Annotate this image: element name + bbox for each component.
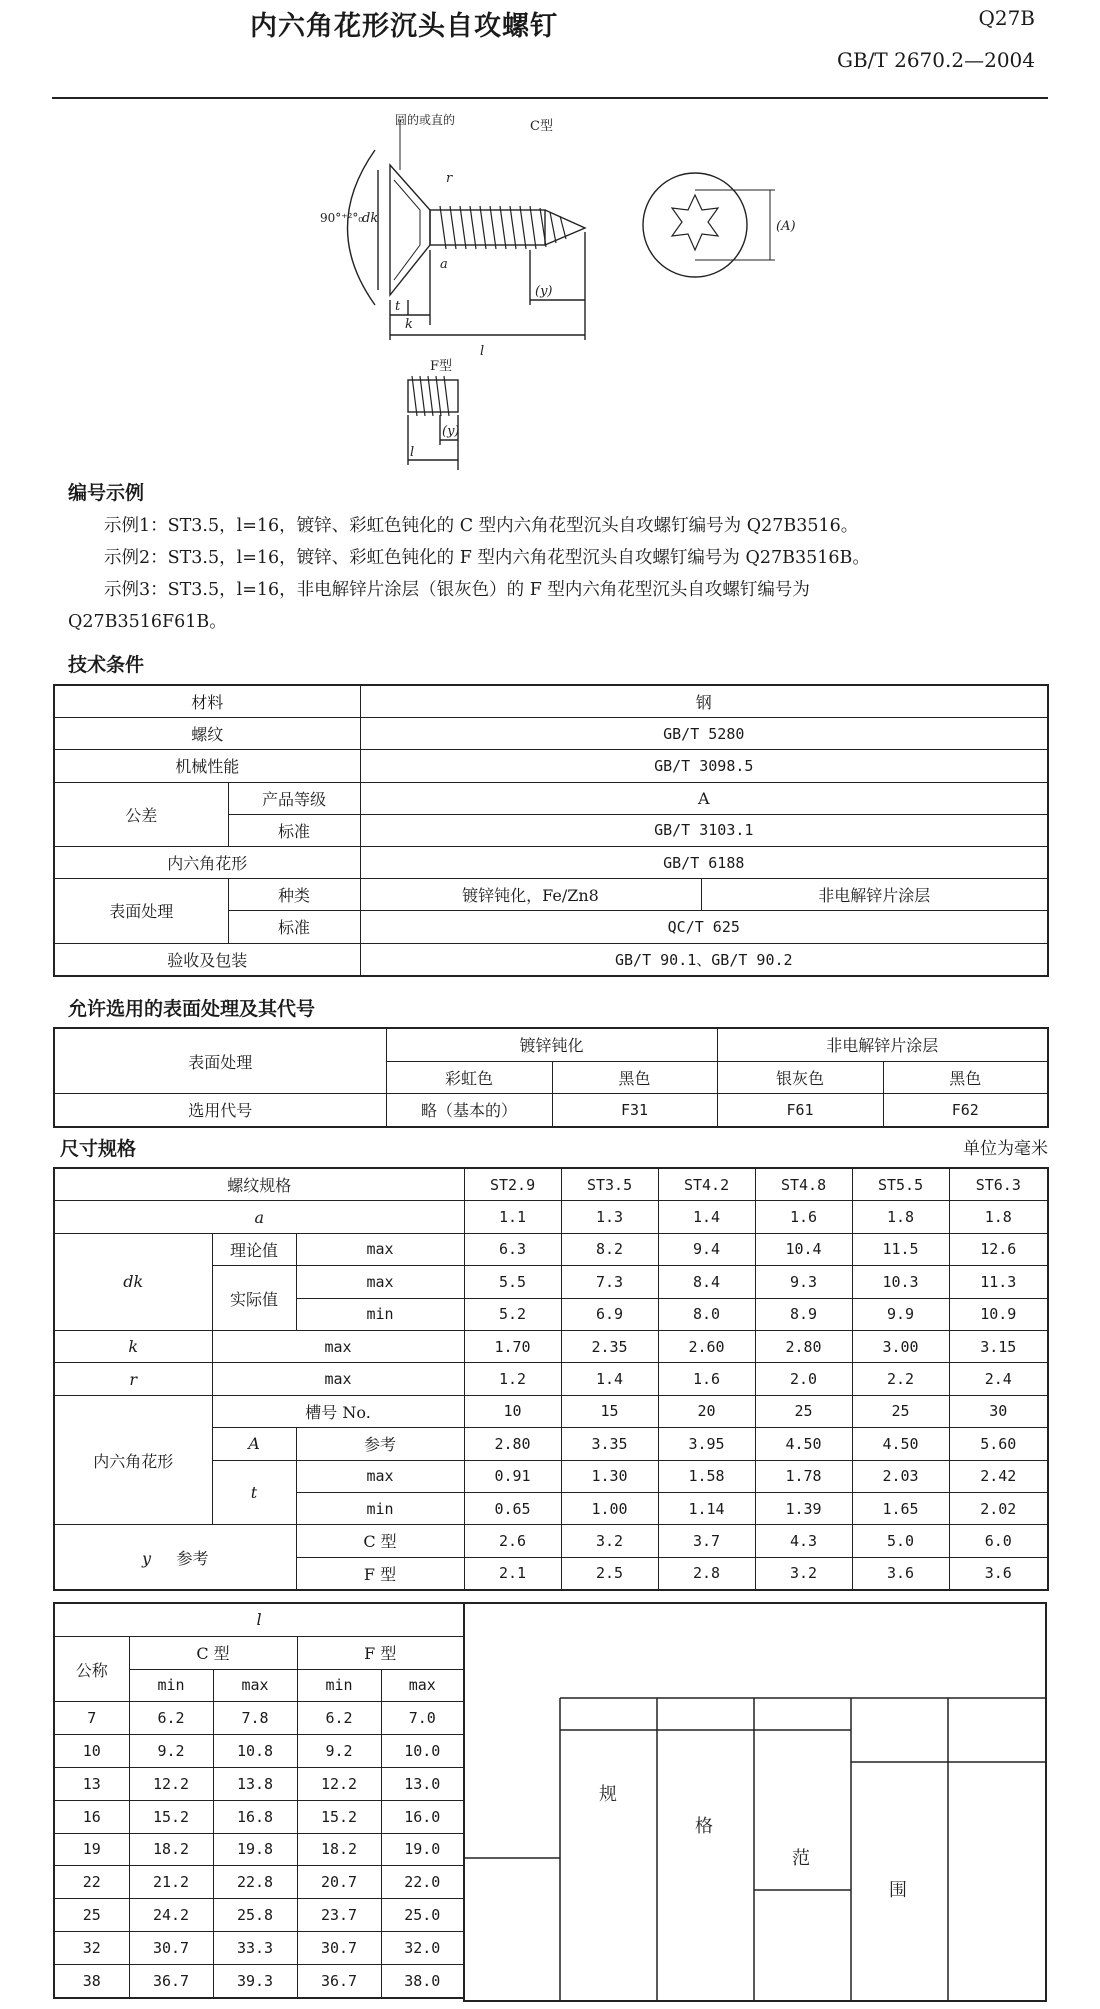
cell: max — [212, 1330, 464, 1362]
cell: 3.6 — [852, 1557, 949, 1590]
cell: 0.91 — [464, 1460, 561, 1492]
cell: 3.35 — [561, 1428, 658, 1460]
cell: 20 — [658, 1395, 755, 1427]
cell: 1.14 — [658, 1492, 755, 1524]
table-row — [54, 1525, 1048, 1557]
cell: max — [296, 1460, 464, 1492]
cell: 实际值 — [212, 1266, 296, 1331]
cell: 13 — [54, 1767, 129, 1800]
cell: 12.2 — [297, 1767, 381, 1800]
table-row — [54, 1094, 1048, 1127]
cell: 10.4 — [755, 1233, 852, 1265]
cell: A — [360, 782, 1048, 814]
label-f-type: F型 — [430, 359, 453, 374]
cell: 1.8 — [852, 1201, 949, 1233]
cell: 9.2 — [129, 1735, 213, 1768]
cell: 1.8 — [949, 1201, 1048, 1233]
cell: max — [296, 1266, 464, 1298]
cell: 5.0 — [852, 1525, 949, 1557]
cell: C 型 — [129, 1636, 297, 1669]
cell: 5.60 — [949, 1428, 1048, 1460]
cell: 16.8 — [213, 1800, 297, 1833]
range-grid — [463, 1602, 1047, 2002]
cell: min — [129, 1669, 213, 1702]
cell: 黑色 — [552, 1061, 717, 1094]
label-l: l — [480, 344, 485, 359]
cell: 2.6 — [464, 1525, 561, 1557]
y-ref: 参考 — [176, 1548, 209, 1568]
table-row — [54, 1233, 1048, 1265]
cell: 1.39 — [755, 1492, 852, 1524]
unit-note: 单位为毫米 — [963, 1139, 1048, 1159]
cell: 4.50 — [755, 1428, 852, 1460]
table-row — [54, 1168, 1048, 1201]
cell: max — [296, 1233, 464, 1265]
cell: 8.4 — [658, 1266, 755, 1298]
cell: 6.3 — [464, 1233, 561, 1265]
cell: 36.7 — [129, 1964, 213, 1997]
cell: 7.8 — [213, 1702, 297, 1735]
end-view-circle — [643, 173, 747, 277]
standard-number: GB/T 2670.2—2004 — [837, 48, 1035, 72]
cell: 15.2 — [129, 1800, 213, 1833]
cell: F62 — [883, 1094, 1048, 1127]
table-row — [54, 1395, 1048, 1427]
cell: dk — [54, 1233, 212, 1330]
cell: QC/T 625 — [360, 911, 1048, 943]
table-row — [54, 1800, 464, 1833]
cell: t — [212, 1460, 296, 1525]
cell: 2.4 — [949, 1363, 1048, 1395]
range-char-1: 规 — [599, 1784, 617, 1805]
cell: 25.8 — [213, 1899, 297, 1932]
cell: 22 — [54, 1866, 129, 1899]
cell: 39.3 — [213, 1964, 297, 1997]
cell: 19.8 — [213, 1833, 297, 1866]
cell: 3.6 — [949, 1557, 1048, 1590]
table-row — [54, 879, 1048, 911]
cell: 选用代号 — [54, 1094, 386, 1127]
table-row — [54, 1028, 1048, 1061]
table-row — [54, 685, 1048, 718]
cell: 彩虹色 — [386, 1061, 552, 1094]
cell: 3.00 — [852, 1330, 949, 1362]
cell: 1.30 — [561, 1460, 658, 1492]
screw-shank — [430, 210, 545, 245]
cell: a — [54, 1201, 464, 1233]
label-y-f: (y) — [442, 424, 460, 439]
tech-heading: 技术条件 — [68, 654, 145, 676]
cell: 非电解锌片涂层 — [701, 879, 1048, 911]
example-3-cont: Q27B3516F61B。 — [68, 612, 227, 632]
cell: 16.0 — [381, 1800, 464, 1833]
label-A: (A) — [776, 219, 796, 234]
cell: 槽号 No. — [212, 1395, 464, 1427]
cell: 20.7 — [297, 1866, 381, 1899]
table-row — [54, 1964, 464, 1997]
cell: 1.4 — [658, 1201, 755, 1233]
cell: 11.5 — [852, 1233, 949, 1265]
dims-table — [53, 1167, 1049, 1591]
cell: 10 — [464, 1395, 561, 1427]
cell: 2.5 — [561, 1557, 658, 1590]
cell: 23.7 — [297, 1899, 381, 1932]
y-symbol: y — [142, 1548, 152, 1568]
table-row — [54, 1899, 464, 1932]
cell: 2.2 — [852, 1363, 949, 1395]
label-c-type: C型 — [530, 119, 553, 134]
cell: ST5.5 — [852, 1168, 949, 1201]
cell: ST2.9 — [464, 1168, 561, 1201]
cell: 12.6 — [949, 1233, 1048, 1265]
cell: l — [54, 1603, 464, 1636]
cell: k — [54, 1330, 212, 1362]
cell: GB/T 6188 — [360, 846, 1048, 878]
table-row — [54, 1363, 1048, 1395]
example-3: 示例3：ST3.5，l=16，非电解锌片涂层（银灰色）的 F 型内六角花型沉头自攻螺钉编号为 — [104, 580, 810, 600]
cell: 镀锌钝化，Fe/Zn8 — [360, 879, 701, 911]
cell: 2.03 — [852, 1460, 949, 1492]
length-table — [53, 1602, 465, 1999]
table-row — [54, 782, 1048, 814]
tech-table — [53, 684, 1049, 977]
range-char-3: 范 — [792, 1848, 810, 1869]
cell: 内六角花形 — [54, 1395, 212, 1525]
cell: 16 — [54, 1800, 129, 1833]
cell: F 型 — [296, 1557, 464, 1590]
cell: 2.8 — [658, 1557, 755, 1590]
cell: 略（基本的） — [386, 1094, 552, 1127]
dims-heading: 尺寸规格 — [60, 1138, 137, 1160]
cell: C 型 — [296, 1525, 464, 1557]
cell: 1.00 — [561, 1492, 658, 1524]
cell: 1.2 — [464, 1363, 561, 1395]
cell: 32.0 — [381, 1931, 464, 1964]
cell: 22.0 — [381, 1866, 464, 1899]
cell: 公差 — [54, 782, 228, 846]
cell: 33.3 — [213, 1931, 297, 1964]
cell: 11.3 — [949, 1266, 1048, 1298]
cell: 30 — [949, 1395, 1048, 1427]
label-a: a — [440, 257, 448, 272]
cell: 7 — [54, 1702, 129, 1735]
cell: 10.3 — [852, 1266, 949, 1298]
cell: 银灰色 — [717, 1061, 883, 1094]
cell: ST3.5 — [561, 1168, 658, 1201]
cell: 机械性能 — [54, 750, 360, 782]
label-round-flat: 圆的或直的 — [395, 113, 456, 127]
label-y: (y) — [535, 284, 553, 299]
cell: 2.02 — [949, 1492, 1048, 1524]
table-row — [54, 1201, 1048, 1233]
cell: ST4.8 — [755, 1168, 852, 1201]
surface-table — [53, 1027, 1049, 1128]
cell: 1.3 — [561, 1201, 658, 1233]
cell: max — [213, 1669, 297, 1702]
label-angle: 90°⁺²°₀ — [320, 211, 364, 225]
cell: 22.8 — [213, 1866, 297, 1899]
table-row — [54, 1330, 1048, 1362]
range-char-2: 格 — [695, 1816, 713, 1837]
cell: 8.0 — [658, 1298, 755, 1330]
cell: 表面处理 — [54, 1028, 386, 1094]
cell: 25 — [852, 1395, 949, 1427]
cell: 30.7 — [297, 1931, 381, 1964]
cell: min — [296, 1492, 464, 1524]
cell: GB/T 90.1、GB/T 90.2 — [360, 943, 1048, 976]
cell: GB/T 5280 — [360, 718, 1048, 750]
cell: 9.2 — [297, 1735, 381, 1768]
cell: 10.9 — [949, 1298, 1048, 1330]
label-dk: dk — [362, 211, 379, 226]
cell: 2.0 — [755, 1363, 852, 1395]
cell: 4.50 — [852, 1428, 949, 1460]
cell: 6.9 — [561, 1298, 658, 1330]
cell: 理论值 — [212, 1233, 296, 1265]
example-1: 示例1：ST3.5，l=16，镀锌、彩虹色钝化的 C 型内六角花型沉头自攻螺钉编号为 Q27B3516。 — [104, 516, 859, 536]
cell: 25.0 — [381, 1899, 464, 1932]
cell: 38.0 — [381, 1964, 464, 1997]
table-row — [54, 943, 1048, 976]
cell: 18.2 — [297, 1833, 381, 1866]
page-title: 内六角花形沉头自攻螺钉 — [250, 11, 558, 42]
cell: F61 — [717, 1094, 883, 1127]
cell: 产品等级 — [228, 782, 360, 814]
cell: 25 — [755, 1395, 852, 1427]
cell: 6.0 — [949, 1525, 1048, 1557]
cell: 19.0 — [381, 1833, 464, 1866]
cell: 5.2 — [464, 1298, 561, 1330]
examples-block — [68, 510, 1048, 638]
table-row — [54, 1833, 464, 1866]
cell: 3.15 — [949, 1330, 1048, 1362]
cell: 25 — [54, 1899, 129, 1932]
label-k: k — [405, 317, 413, 332]
cell: 21.2 — [129, 1866, 213, 1899]
cell: 6.2 — [297, 1702, 381, 1735]
table-row — [54, 1931, 464, 1964]
cell: 5.5 — [464, 1266, 561, 1298]
cell: 9.3 — [755, 1266, 852, 1298]
cell: 2.60 — [658, 1330, 755, 1362]
cell: 3.95 — [658, 1428, 755, 1460]
cell: 3.2 — [561, 1525, 658, 1557]
cell: 9.4 — [658, 1233, 755, 1265]
table-row — [54, 1702, 464, 1735]
cell: min — [296, 1298, 464, 1330]
examples-heading: 编号示例 — [68, 482, 145, 504]
cell: 螺纹规格 — [54, 1168, 464, 1201]
cell: max — [212, 1363, 464, 1395]
cell: 种类 — [228, 879, 360, 911]
cell: 19 — [54, 1833, 129, 1866]
cell: GB/T 3098.5 — [360, 750, 1048, 782]
cell: 材料 — [54, 685, 360, 718]
cell: 标准 — [228, 911, 360, 943]
screw-head — [390, 165, 430, 295]
cell: 30.7 — [129, 1931, 213, 1964]
cell: 7.3 — [561, 1266, 658, 1298]
cell: F 型 — [297, 1636, 464, 1669]
cell: 10.0 — [381, 1735, 464, 1768]
cell: 非电解锌片涂层 — [717, 1028, 1048, 1061]
cell: 内六角花形 — [54, 846, 360, 878]
cell: 10.8 — [213, 1735, 297, 1768]
cell: 10 — [54, 1735, 129, 1768]
cell: 2.35 — [561, 1330, 658, 1362]
cell: 13.8 — [213, 1767, 297, 1800]
cell: 32 — [54, 1931, 129, 1964]
cell: 参考 — [296, 1428, 464, 1460]
cell: 1.6 — [658, 1363, 755, 1395]
table-row — [54, 1767, 464, 1800]
cell: 验收及包装 — [54, 943, 360, 976]
cell: 2.1 — [464, 1557, 561, 1590]
cell: 4.3 — [755, 1525, 852, 1557]
table-row — [54, 718, 1048, 750]
cell: 15.2 — [297, 1800, 381, 1833]
cell: 钢 — [360, 685, 1048, 718]
range-char-4: 围 — [889, 1880, 907, 1901]
cell: 3.7 — [658, 1525, 755, 1557]
table-row — [54, 1866, 464, 1899]
cell: 6.2 — [129, 1702, 213, 1735]
label-l-f: l — [410, 445, 415, 460]
cell: 18.2 — [129, 1833, 213, 1866]
example-2: 示例2：ST3.5，l=16，镀锌、彩虹色钝化的 F 型内六角花型沉头自攻螺钉编号为 Q27B3516B。 — [104, 548, 870, 568]
cell: 1.1 — [464, 1201, 561, 1233]
surface-heading: 允许选用的表面处理及其代号 — [68, 998, 316, 1020]
label-r: r — [446, 171, 453, 186]
cell: 1.58 — [658, 1460, 755, 1492]
cell: 标准 — [228, 814, 360, 846]
table-row — [54, 1603, 464, 1636]
cell: F31 — [552, 1094, 717, 1127]
cell: 8.9 — [755, 1298, 852, 1330]
cell: max — [381, 1669, 464, 1702]
table-row — [54, 1735, 464, 1768]
cell: 螺纹 — [54, 718, 360, 750]
cell: 表面处理 — [54, 879, 228, 943]
table-row — [54, 750, 1048, 782]
table-row — [54, 846, 1048, 878]
cell — [54, 1525, 296, 1590]
cell: 15 — [561, 1395, 658, 1427]
cell: 0.65 — [464, 1492, 561, 1524]
cell: 2.42 — [949, 1460, 1048, 1492]
cell: 1.78 — [755, 1460, 852, 1492]
cell: ST6.3 — [949, 1168, 1048, 1201]
cell: 镀锌钝化 — [386, 1028, 717, 1061]
cell: ST4.2 — [658, 1168, 755, 1201]
part-code: Q27B — [978, 6, 1035, 30]
header-rule — [52, 97, 1048, 99]
cell: 12.2 — [129, 1767, 213, 1800]
cell: 24.2 — [129, 1899, 213, 1932]
cell: 36.7 — [297, 1964, 381, 1997]
cell: 1.4 — [561, 1363, 658, 1395]
cell: r — [54, 1363, 212, 1395]
screw-drawing — [300, 110, 800, 470]
label-t: t — [395, 299, 401, 314]
cell: 公称 — [54, 1636, 129, 1702]
cell: 13.0 — [381, 1767, 464, 1800]
cell: 1.6 — [755, 1201, 852, 1233]
cell: 3.2 — [755, 1557, 852, 1590]
cell: A — [212, 1428, 296, 1460]
cell: 1.65 — [852, 1492, 949, 1524]
cell: 2.80 — [755, 1330, 852, 1362]
cell: 1.70 — [464, 1330, 561, 1362]
cell: 38 — [54, 1964, 129, 1997]
table-row — [54, 1636, 464, 1669]
cell: 9.9 — [852, 1298, 949, 1330]
cell: 黑色 — [883, 1061, 1048, 1094]
cell: 2.80 — [464, 1428, 561, 1460]
cell: 8.2 — [561, 1233, 658, 1265]
cell: 7.0 — [381, 1702, 464, 1735]
cell: GB/T 3103.1 — [360, 814, 1048, 846]
cell: min — [297, 1669, 381, 1702]
